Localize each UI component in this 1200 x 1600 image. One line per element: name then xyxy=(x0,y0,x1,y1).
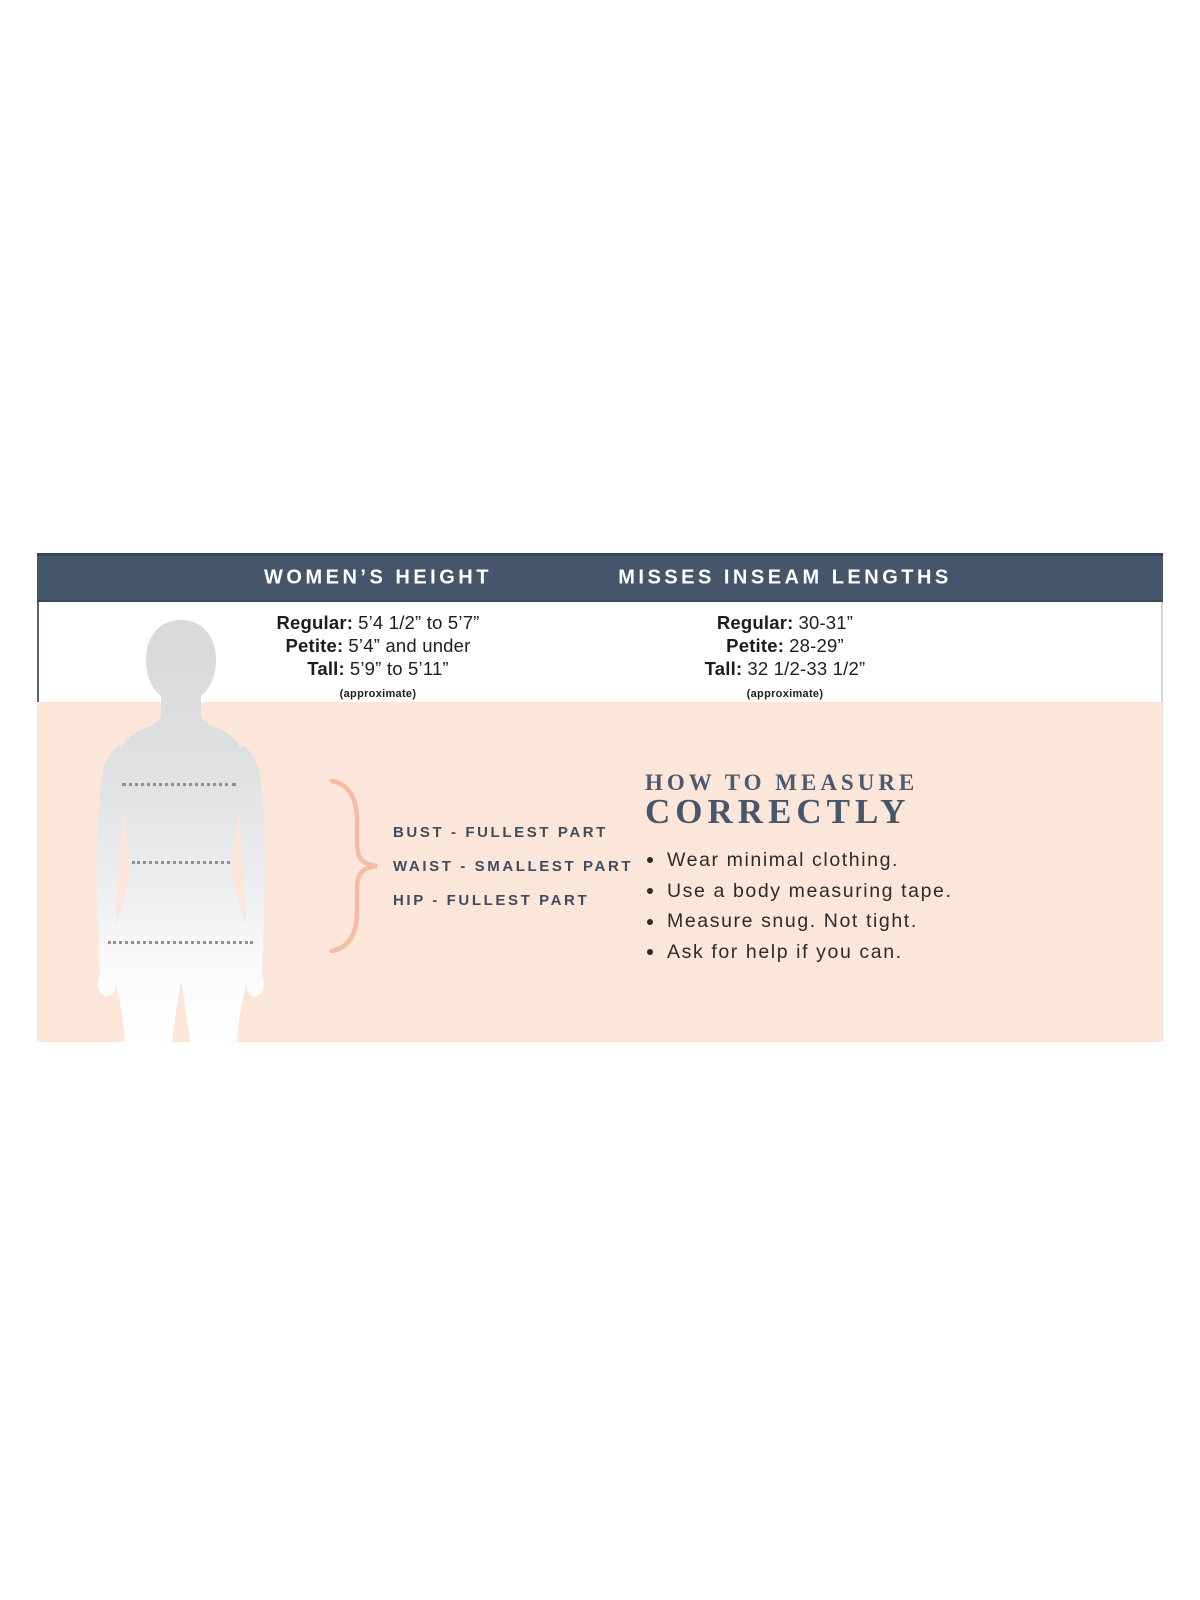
height-row-petite: Petite: 5’4” and under xyxy=(285,635,471,656)
tip-item: Ask for help if you can. xyxy=(647,937,953,968)
height-row-regular: Regular: 5’4 1/2” to 5’7” xyxy=(276,612,480,633)
female-body-silhouette xyxy=(60,612,320,1042)
size-guide-infographic xyxy=(37,553,1163,1042)
correctly-heading: CORRECTLY xyxy=(645,792,911,831)
inseam-note: (approximate) xyxy=(746,688,824,700)
curly-brace-icon xyxy=(325,776,387,958)
inseam-row-petite: Petite: 28-29” xyxy=(726,635,844,656)
tip-item: Wear minimal clothing. xyxy=(647,845,953,876)
bust-label: BUST - FULLEST PART xyxy=(393,824,608,841)
bullet-dot-icon xyxy=(647,949,653,955)
waist-dotted-line xyxy=(132,861,230,864)
hip-label: HIP - FULLEST PART xyxy=(393,892,590,909)
measuring-tips-list xyxy=(647,845,953,968)
waist-label: WAIST - SMALLEST PART xyxy=(393,858,634,875)
tip-item: Use a body measuring tape. xyxy=(647,876,953,907)
misses-inseam-title: MISSES INSEAM LENGTHS xyxy=(618,566,952,589)
women-height-title: WOMEN’S HEIGHT xyxy=(264,566,492,589)
bullet-dot-icon xyxy=(647,857,653,863)
inseam-row-tall: Tall: 32 1/2-33 1/2” xyxy=(704,658,866,679)
height-row-tall: Tall: 5’9” to 5’11” xyxy=(307,658,449,679)
how-to-measure-heading: HOW TO MEASURE xyxy=(645,770,919,795)
bust-dotted-line xyxy=(122,783,236,786)
hip-dotted-line xyxy=(108,941,253,944)
header-bar xyxy=(37,553,1163,602)
inseam-specs xyxy=(585,611,985,706)
how-to-measure-section xyxy=(645,770,953,968)
inseam-row-regular: Regular: 30-31” xyxy=(716,612,854,633)
bullet-dot-icon xyxy=(647,888,653,894)
bullet-dot-icon xyxy=(647,919,653,925)
height-note: (approximate) xyxy=(339,688,417,700)
tip-item: Measure snug. Not tight. xyxy=(647,906,953,937)
